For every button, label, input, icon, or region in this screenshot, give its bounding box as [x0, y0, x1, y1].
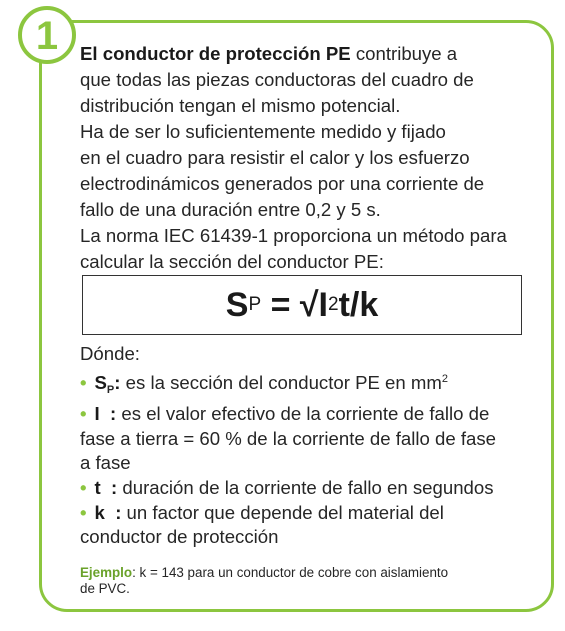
- definition-item-k: [80, 501, 535, 526]
- step-number: 1: [35, 14, 59, 58]
- term-i: I: [94, 403, 100, 425]
- intro-line-3: distribución tengan el mismo potencial.: [80, 95, 401, 116]
- term-k-text: un factor que depende del material del: [121, 501, 444, 523]
- definitions-list: [80, 342, 535, 550]
- intro-line-1-rest: contribuye a: [350, 43, 458, 64]
- intro-line-8: La norma IEC 61439-1 proporciona un método para: [80, 225, 507, 246]
- term-k-sep: :: [104, 501, 122, 523]
- example-text: : k = 143 para un conductor de cobre con aislamiento: [132, 565, 449, 580]
- definition-item-i: [80, 402, 535, 427]
- example-note: [80, 565, 530, 597]
- intro-line-7: fallo de una duración entre 0,2 y 5 s.: [80, 199, 381, 220]
- term-s-sep: :: [114, 371, 121, 393]
- bullet-icon: •: [80, 476, 87, 498]
- formula-equals: =: [261, 285, 300, 324]
- example-text-cont: de PVC.: [80, 581, 130, 596]
- definition-item-s: [80, 367, 535, 403]
- term-t-sep: :: [100, 476, 118, 498]
- intro-line-4: Ha de ser lo suficientemente medido y fijado: [80, 121, 446, 142]
- bullet-icon: •: [80, 371, 87, 393]
- where-heading: Dónde:: [80, 343, 140, 364]
- term-i-sep: :: [99, 403, 117, 425]
- intro-line-6: electrodinámicos generados por una corriente de: [80, 173, 485, 194]
- term-t-text: duración de la corriente de fallo en segundos: [117, 476, 494, 498]
- intro-paragraph: [80, 41, 535, 275]
- example-label: Ejemplo: [80, 565, 133, 580]
- term-k: k: [94, 501, 105, 523]
- term-s: S: [94, 371, 107, 393]
- formula-root-sup: 2: [327, 294, 339, 315]
- formula-s: S: [225, 285, 249, 324]
- step-number-badge: [18, 6, 76, 64]
- intro-line-2: que todas las piezas conductoras del cuadro de: [80, 69, 474, 90]
- intro-lead: El conductor de protección PE: [80, 43, 351, 64]
- definition-item-i-cont: fase a tierra = 60 % de la corriente de fallo de fase: [80, 427, 497, 449]
- formula-box: [82, 275, 522, 335]
- term-s-text: es la sección del conductor PE en mm: [120, 371, 442, 393]
- definition-item-k-cont: conductor de protección: [80, 526, 279, 548]
- term-t: t: [94, 476, 101, 498]
- definition-item-t: [80, 476, 535, 501]
- bullet-icon: •: [80, 501, 87, 523]
- term-s-sub: P: [106, 383, 115, 396]
- term-i-text: es el valor efectivo de la corriente de fallo de: [116, 403, 490, 425]
- formula-root: √I: [299, 285, 328, 324]
- intro-line-9: calcular la sección del conductor PE:: [80, 251, 384, 272]
- bullet-icon: •: [80, 403, 87, 425]
- formula-s-sub: P: [248, 294, 262, 315]
- intro-line-5: en el cuadro para resistir el calor y los esfuerzo: [80, 147, 470, 168]
- term-s-sup: 2: [441, 372, 449, 385]
- formula-tail: t/k: [338, 285, 379, 324]
- definition-item-i-cont2: a fase: [80, 452, 131, 474]
- intro-line-1: [80, 41, 535, 67]
